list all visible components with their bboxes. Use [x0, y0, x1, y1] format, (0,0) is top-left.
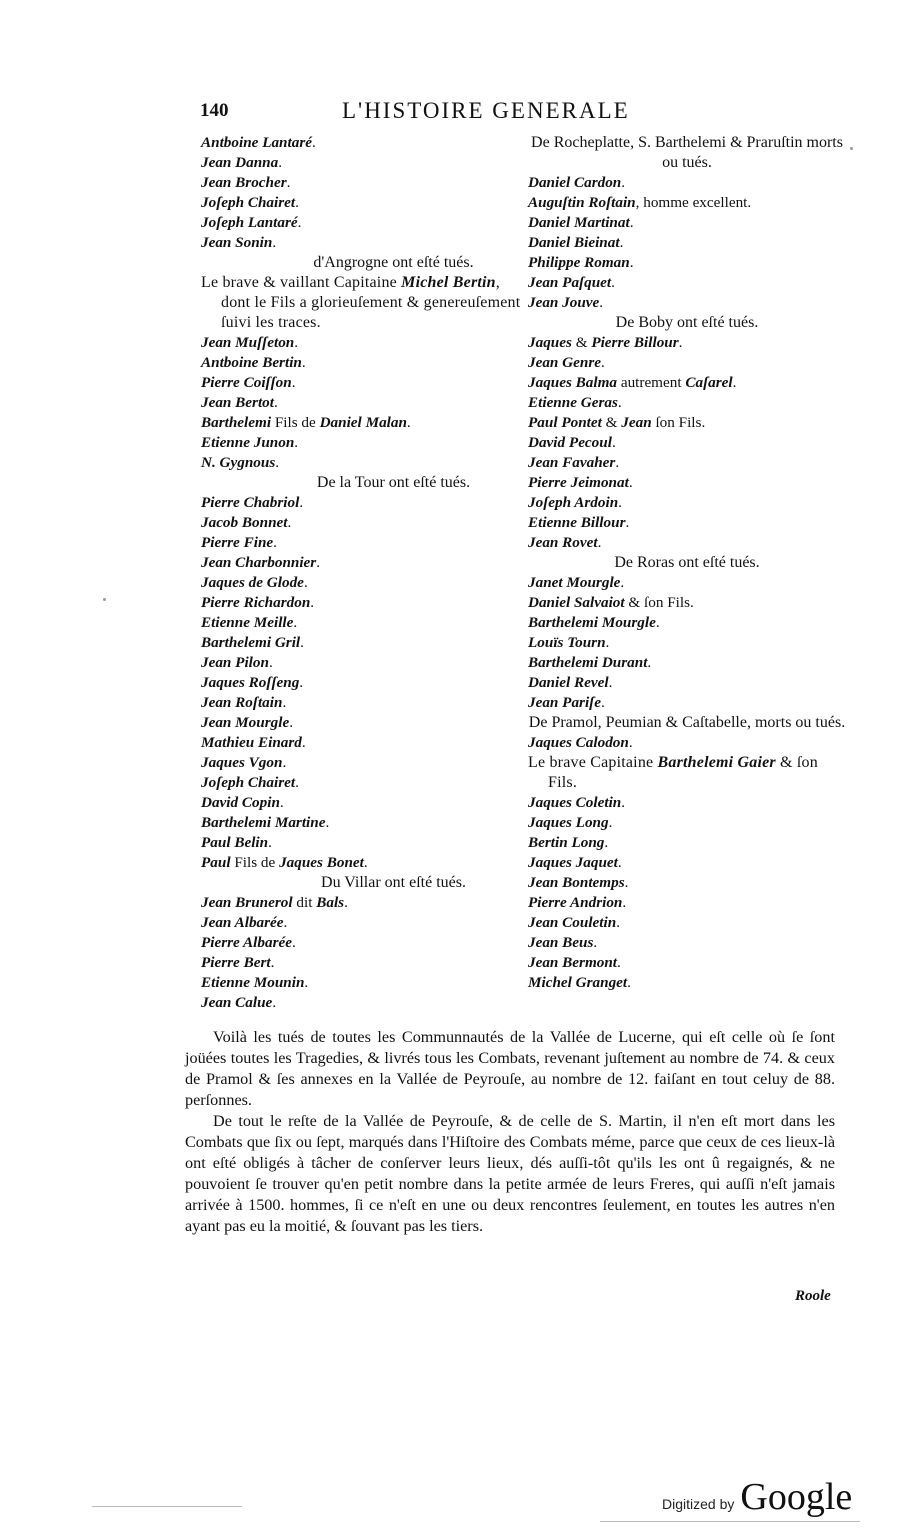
name-entry	[528, 613, 846, 633]
italic-name: Jean Albarée	[201, 914, 284, 931]
italic-name: Etienne Mounin	[201, 974, 305, 991]
italic-name: Michel Granget	[528, 974, 628, 991]
name-entry	[201, 553, 531, 573]
name-entry	[528, 173, 846, 193]
name-entry	[201, 993, 531, 1013]
roman-text: Le brave Capitaine	[528, 754, 658, 771]
name-entry	[201, 193, 531, 213]
italic-name: Jean Calue	[201, 994, 273, 1011]
italic-name: Daniel Salvaiot	[528, 594, 625, 611]
roman-text: .	[291, 934, 296, 951]
italic-name: Caſarel	[685, 374, 733, 391]
section-heading	[528, 553, 846, 573]
name-entry	[201, 493, 531, 513]
roman-text: .	[629, 254, 634, 271]
catchword: Roole	[795, 1288, 831, 1304]
name-entry	[528, 333, 846, 353]
italic-name: Jean Sonin	[201, 234, 273, 251]
italic-name: Barthelemi Mourgle	[528, 614, 656, 631]
italic-name: Louïs Tourn	[528, 634, 606, 651]
roman-text: .	[299, 674, 304, 691]
name-entry	[201, 853, 531, 873]
name-entry	[201, 153, 531, 173]
roman-text: & ſon Fils.	[548, 754, 818, 791]
roman-text: .	[628, 734, 633, 751]
roman-text: Fils de	[271, 414, 320, 431]
italic-name: Jean	[621, 414, 652, 431]
name-entry	[201, 973, 531, 993]
roman-text: .	[600, 694, 605, 711]
name-entry	[528, 453, 846, 473]
italic-name: Jaques Vgon	[201, 754, 283, 771]
italic-name: Barthelemi Martine	[201, 814, 326, 831]
italic-name: Pierre Coiſſon	[201, 374, 292, 391]
watermark-brand-logo: Google	[740, 1476, 853, 1518]
name-entry	[201, 573, 531, 593]
italic-name: Jaques Roſſeng	[201, 674, 300, 691]
roman-text: .	[615, 454, 620, 471]
name-entry	[528, 953, 846, 973]
italic-name: Jean Roſtain	[201, 694, 283, 711]
italic-name: Auguſtin Roſtain	[528, 194, 636, 211]
name-entry	[201, 593, 531, 613]
italic-name: Jean Beus	[528, 934, 594, 951]
italic-name: Paul Pontet	[528, 414, 602, 431]
roman-text: .	[604, 834, 609, 851]
roman-text: &	[571, 334, 592, 351]
roman-text: .	[311, 134, 316, 151]
roman-text: .	[294, 334, 299, 351]
name-entry	[201, 393, 531, 413]
roman-text: .	[275, 454, 280, 471]
name-entry	[201, 373, 531, 393]
italic-name: Pierre Richardon	[201, 594, 311, 611]
name-entry	[528, 353, 846, 373]
roman-text: .	[279, 794, 284, 811]
roman-text: .	[627, 974, 631, 991]
italic-name: Jacob Bonnet	[201, 514, 288, 531]
roman-text: .	[622, 894, 627, 911]
italic-name: Jean Brocher	[201, 174, 287, 191]
name-entry	[528, 433, 846, 453]
roman-text: .	[287, 514, 292, 531]
scan-speck	[850, 147, 853, 150]
italic-name: Daniel Revel	[528, 674, 609, 691]
name-entry	[201, 693, 531, 713]
name-entry	[528, 213, 846, 233]
name-entry	[528, 913, 846, 933]
name-entry	[528, 753, 846, 793]
italic-name: Jaques Calodon	[528, 734, 629, 751]
italic-name: Mathieu Einard	[201, 734, 302, 751]
roman-text: .	[617, 854, 622, 871]
name-entry	[201, 453, 531, 473]
name-entry	[201, 713, 531, 733]
roman-text: .	[655, 614, 660, 631]
italic-name: Jean Muſſeton	[201, 334, 295, 351]
name-entry	[201, 513, 531, 533]
name-entry	[201, 733, 531, 753]
page-header	[200, 100, 700, 128]
section-heading	[528, 133, 846, 173]
roman-text: .	[629, 214, 634, 231]
italic-name: Joſeph Chairet	[201, 194, 296, 211]
italic-name: Jean Pilon	[201, 654, 269, 671]
closing-text	[185, 1027, 835, 1237]
italic-name: Jaques Jaquet	[528, 854, 618, 871]
watermark-prefix: Digitized by	[662, 1496, 735, 1512]
name-entry	[528, 733, 846, 753]
name-entry	[528, 393, 846, 413]
roman-text: .	[611, 274, 615, 291]
roman-text: .	[621, 794, 626, 811]
roman-text: .	[303, 574, 308, 591]
name-entry	[201, 213, 531, 233]
roman-text: .	[617, 394, 622, 411]
italic-name: Joſeph Lantaré	[201, 214, 298, 231]
italic-name: Antboine Lantaré	[201, 134, 312, 151]
roman-text: De la Tour ont eſté tués.	[316, 474, 471, 491]
name-entry	[201, 413, 531, 433]
name-entry	[528, 893, 846, 913]
roman-text: .	[619, 234, 624, 251]
italic-name: Jean Couletin	[528, 914, 617, 931]
roman-text: De Rocheplatte, S. Barthelemi & Praruſtin morts ou tués.	[531, 134, 843, 171]
roman-text: De Boby ont eſté tués.	[615, 314, 759, 331]
italic-name: Jean Rovet	[528, 534, 598, 551]
roman-text: .	[304, 974, 309, 991]
roman-text: .	[301, 734, 306, 751]
name-entry	[201, 533, 531, 553]
roman-text: .	[270, 954, 275, 971]
roman-text: .	[295, 774, 299, 791]
name-entry	[528, 513, 846, 533]
roman-text: .	[293, 614, 298, 631]
page-number: 140	[200, 100, 229, 121]
roman-text: .	[616, 914, 620, 931]
name-entry	[201, 273, 531, 333]
italic-name: Barthelemi Gril	[201, 634, 301, 651]
running-title: L'HISTOIRE GENERALE	[342, 98, 630, 123]
name-entry	[201, 653, 531, 673]
scan-artifact-line	[92, 1506, 242, 1507]
roman-text: .	[344, 894, 348, 911]
section-heading	[201, 473, 531, 493]
section-heading	[528, 713, 846, 733]
italic-name: Barthelemi Gaier	[657, 754, 776, 771]
name-entry	[528, 793, 846, 813]
italic-name: Jean Mourgle	[201, 714, 290, 731]
roman-text: .	[268, 834, 272, 851]
name-entry	[528, 573, 846, 593]
italic-name: Jean Favaher	[528, 454, 616, 471]
name-entry	[528, 693, 846, 713]
name-entry	[201, 753, 531, 773]
section-heading	[528, 313, 846, 333]
name-entry	[201, 933, 531, 953]
italic-name: Jaques Coletin	[528, 794, 622, 811]
name-entry	[528, 273, 846, 293]
roman-text: & ſon Fils.	[624, 594, 694, 611]
italic-name: Daniel Malan	[319, 414, 407, 431]
roman-text: .	[282, 754, 287, 771]
italic-name: Etienne Junon	[201, 434, 295, 451]
roman-text: .	[605, 634, 610, 651]
name-entry	[201, 813, 531, 833]
name-entry	[528, 933, 846, 953]
scan-speck	[103, 598, 106, 601]
name-entry	[528, 193, 846, 213]
roman-text: .	[611, 434, 616, 451]
name-entry	[201, 433, 531, 453]
italic-name: Jaques	[528, 334, 572, 351]
roman-text: .	[297, 214, 302, 231]
italic-name: Paul Belin	[201, 834, 269, 851]
paragraph-summary: Voilà les tués de toutes les Communnautés de la Vallée de Lucerne, qui eſt celle où ſe ſont joüées toutes les Tragedies, & livrés tous les Combats, revenant juſtement au nombre de 74. & ceux de Pramol & ſes annexes en la Vallée de Peyrouſe, au nombre de 12. faiſant en tout celuy de 88. perſonnes.	[185, 1028, 835, 1109]
italic-name: Bals	[316, 894, 345, 911]
name-entry	[528, 373, 846, 393]
italic-name: David Copin	[201, 794, 280, 811]
italic-name: Jean Charbonnier	[201, 554, 317, 571]
roman-text: .	[286, 174, 291, 191]
paragraph-remainder: De tout le reſte de la Vallée de Peyrouſe, & de celle de S. Martin, il n'en eſt mort dans les Combats que ſix ou ſept, marqués dans l'Hiſtoire des Combats méme, parce que ceux de ces lieux-là ont eſté obligés à tâcher de conſerver leurs lieux, dés auſſi-tôt qu'ils les ont û regaignés, & ne pouvoient ſe trouver qu'en petit nombre dans la petite armée de leurs Freres, qui auſſi n'eſt jamais arrivée à 1500. hommes, ſi ce n'eſt en une ou deux rencontres ſeulement, en toutes les autres n'en ayant pas eu la moitié, & ſouvant pas les tiers.	[185, 1112, 835, 1235]
name-entry	[528, 533, 846, 553]
name-entry	[201, 773, 531, 793]
italic-name: Pierre Albarée	[201, 934, 292, 951]
name-entry	[201, 673, 531, 693]
name-entry	[528, 853, 846, 873]
name-entry	[201, 913, 531, 933]
italic-name: Pierre Andrion	[528, 894, 623, 911]
scan-artifact-line	[600, 1521, 860, 1522]
roman-text: .	[678, 334, 683, 351]
roman-text: .	[617, 954, 621, 971]
italic-name: Pierre Jeimonat	[528, 474, 629, 491]
roman-text: .	[363, 854, 368, 871]
roman-text: .	[301, 354, 306, 371]
italic-name: Philippe Roman	[528, 254, 630, 271]
italic-name: Jean Pariſe	[528, 694, 601, 711]
roman-text: .	[621, 174, 626, 191]
roman-text: , dont le Fils a glorieuſement & genereuſement ſuivi les traces.	[221, 274, 521, 331]
right-column-list	[528, 133, 846, 993]
name-entry	[528, 833, 846, 853]
name-entry	[201, 953, 531, 973]
name-entry	[528, 253, 846, 273]
name-entry	[201, 633, 531, 653]
name-entry	[528, 473, 846, 493]
italic-name: Jaques Long	[528, 814, 609, 831]
name-entry	[528, 653, 846, 673]
name-entry	[201, 173, 531, 193]
roman-text: .	[599, 294, 604, 311]
italic-name: Janet Mourgle	[528, 574, 621, 591]
italic-name: Etienne Geras	[528, 394, 618, 411]
name-entry	[528, 813, 846, 833]
name-entry	[528, 233, 846, 253]
name-entry	[528, 633, 846, 653]
italic-name: Jaques de Glode	[201, 574, 304, 591]
roman-text: .	[608, 814, 613, 831]
roman-text: .	[406, 414, 411, 431]
italic-name: Daniel Cardon	[528, 174, 622, 191]
italic-name: Jean Bertot	[201, 394, 274, 411]
italic-name: Joſeph Ardoin	[528, 494, 619, 511]
digitized-watermark	[662, 1475, 852, 1519]
roman-text: .	[618, 494, 622, 511]
roman-text: .	[272, 994, 277, 1011]
name-entry	[201, 793, 531, 813]
roman-text: .	[283, 914, 288, 931]
roman-text: De Pramol, Peumian & Caſtabelle, morts ou tués.	[528, 714, 846, 731]
roman-text: Le brave & vaillant Capitaine	[201, 274, 402, 291]
italic-name: Daniel Martinat	[528, 214, 630, 231]
italic-name: Antboine Bertin	[201, 354, 302, 371]
italic-name: Daniel Bieinat	[528, 234, 620, 251]
name-entry	[201, 233, 531, 253]
italic-name: Jaques Bonet	[279, 854, 364, 871]
roman-text: .	[732, 374, 737, 391]
roman-text: De Roras ont eſté tués.	[614, 554, 760, 571]
left-column-list	[201, 133, 531, 1013]
roman-text: dit	[292, 894, 317, 911]
italic-name: Jaques Balma	[528, 374, 618, 391]
italic-name: Barthelemi	[201, 414, 272, 431]
italic-name: David Pecoul	[528, 434, 612, 451]
roman-text: .	[272, 234, 277, 251]
italic-name: Etienne Billour	[528, 514, 626, 531]
roman-text: d'Angrogne ont eſté tués.	[313, 254, 474, 271]
roman-text: .	[295, 194, 299, 211]
roman-text: ſon Fils.	[651, 414, 706, 431]
italic-name: Jean Danna	[201, 154, 279, 171]
roman-text: .	[273, 534, 277, 551]
roman-text: .	[300, 634, 304, 651]
roman-text: .	[600, 354, 605, 371]
roman-text: .	[278, 154, 283, 171]
italic-name: Jean Bontemps	[528, 874, 625, 891]
roman-text: .	[299, 494, 304, 511]
roman-text: .	[268, 654, 273, 671]
italic-name: Pierre Chabriol	[201, 494, 300, 511]
italic-name: Michel Bertin	[401, 274, 496, 291]
italic-name: Pierre Fine	[201, 534, 274, 551]
name-entry	[528, 673, 846, 693]
name-entry	[528, 293, 846, 313]
name-entry	[528, 413, 846, 433]
roman-text: .	[289, 714, 293, 731]
roman-text: .	[620, 574, 625, 591]
italic-name: Jean Jouve	[528, 294, 600, 311]
italic-name: Bertin Long	[528, 834, 605, 851]
italic-name: Etienne Meille	[201, 614, 294, 631]
roman-text: , homme excellent.	[635, 194, 752, 211]
name-entry	[528, 873, 846, 893]
roman-text: .	[597, 534, 602, 551]
name-entry	[201, 893, 531, 913]
roman-text: .	[608, 674, 613, 691]
name-entry	[528, 973, 846, 993]
roman-text: .	[325, 814, 330, 831]
roman-text: Fils de	[230, 854, 280, 871]
roman-text: .	[647, 654, 652, 671]
roman-text: .	[593, 934, 598, 951]
name-entry	[201, 613, 531, 633]
section-heading	[201, 873, 531, 893]
name-entry	[528, 493, 846, 513]
name-entry	[201, 353, 531, 373]
italic-name: Pierre Billour	[591, 334, 679, 351]
name-entry	[201, 833, 531, 853]
italic-name: N. Gygnous	[201, 454, 276, 471]
italic-name: Joſeph Chairet	[201, 774, 296, 791]
roman-text: .	[274, 394, 278, 411]
italic-name: Pierre Bert	[201, 954, 271, 971]
italic-name: Jean Bermont	[528, 954, 618, 971]
roman-text: .	[310, 594, 315, 611]
roman-text: .	[624, 874, 629, 891]
italic-name: Paul	[201, 854, 231, 871]
roman-text: autrement	[617, 374, 686, 391]
roman-text: Du Villar ont eſté tués.	[321, 874, 466, 891]
name-entry	[201, 133, 531, 153]
roman-text: .	[282, 694, 287, 711]
roman-text: .	[628, 474, 633, 491]
name-entry	[201, 333, 531, 353]
roman-text: .	[291, 374, 296, 391]
roman-text: .	[294, 434, 299, 451]
section-heading	[201, 253, 531, 273]
italic-name: Jean Brunerol	[201, 894, 293, 911]
italic-name: Jean Paſquet	[528, 274, 612, 291]
roman-text: .	[316, 554, 321, 571]
roman-text: &	[601, 414, 622, 431]
name-entry	[528, 593, 846, 613]
italic-name: Barthelemi Durant	[528, 654, 648, 671]
roman-text: .	[625, 514, 630, 531]
italic-name: Jean Genre	[528, 354, 601, 371]
